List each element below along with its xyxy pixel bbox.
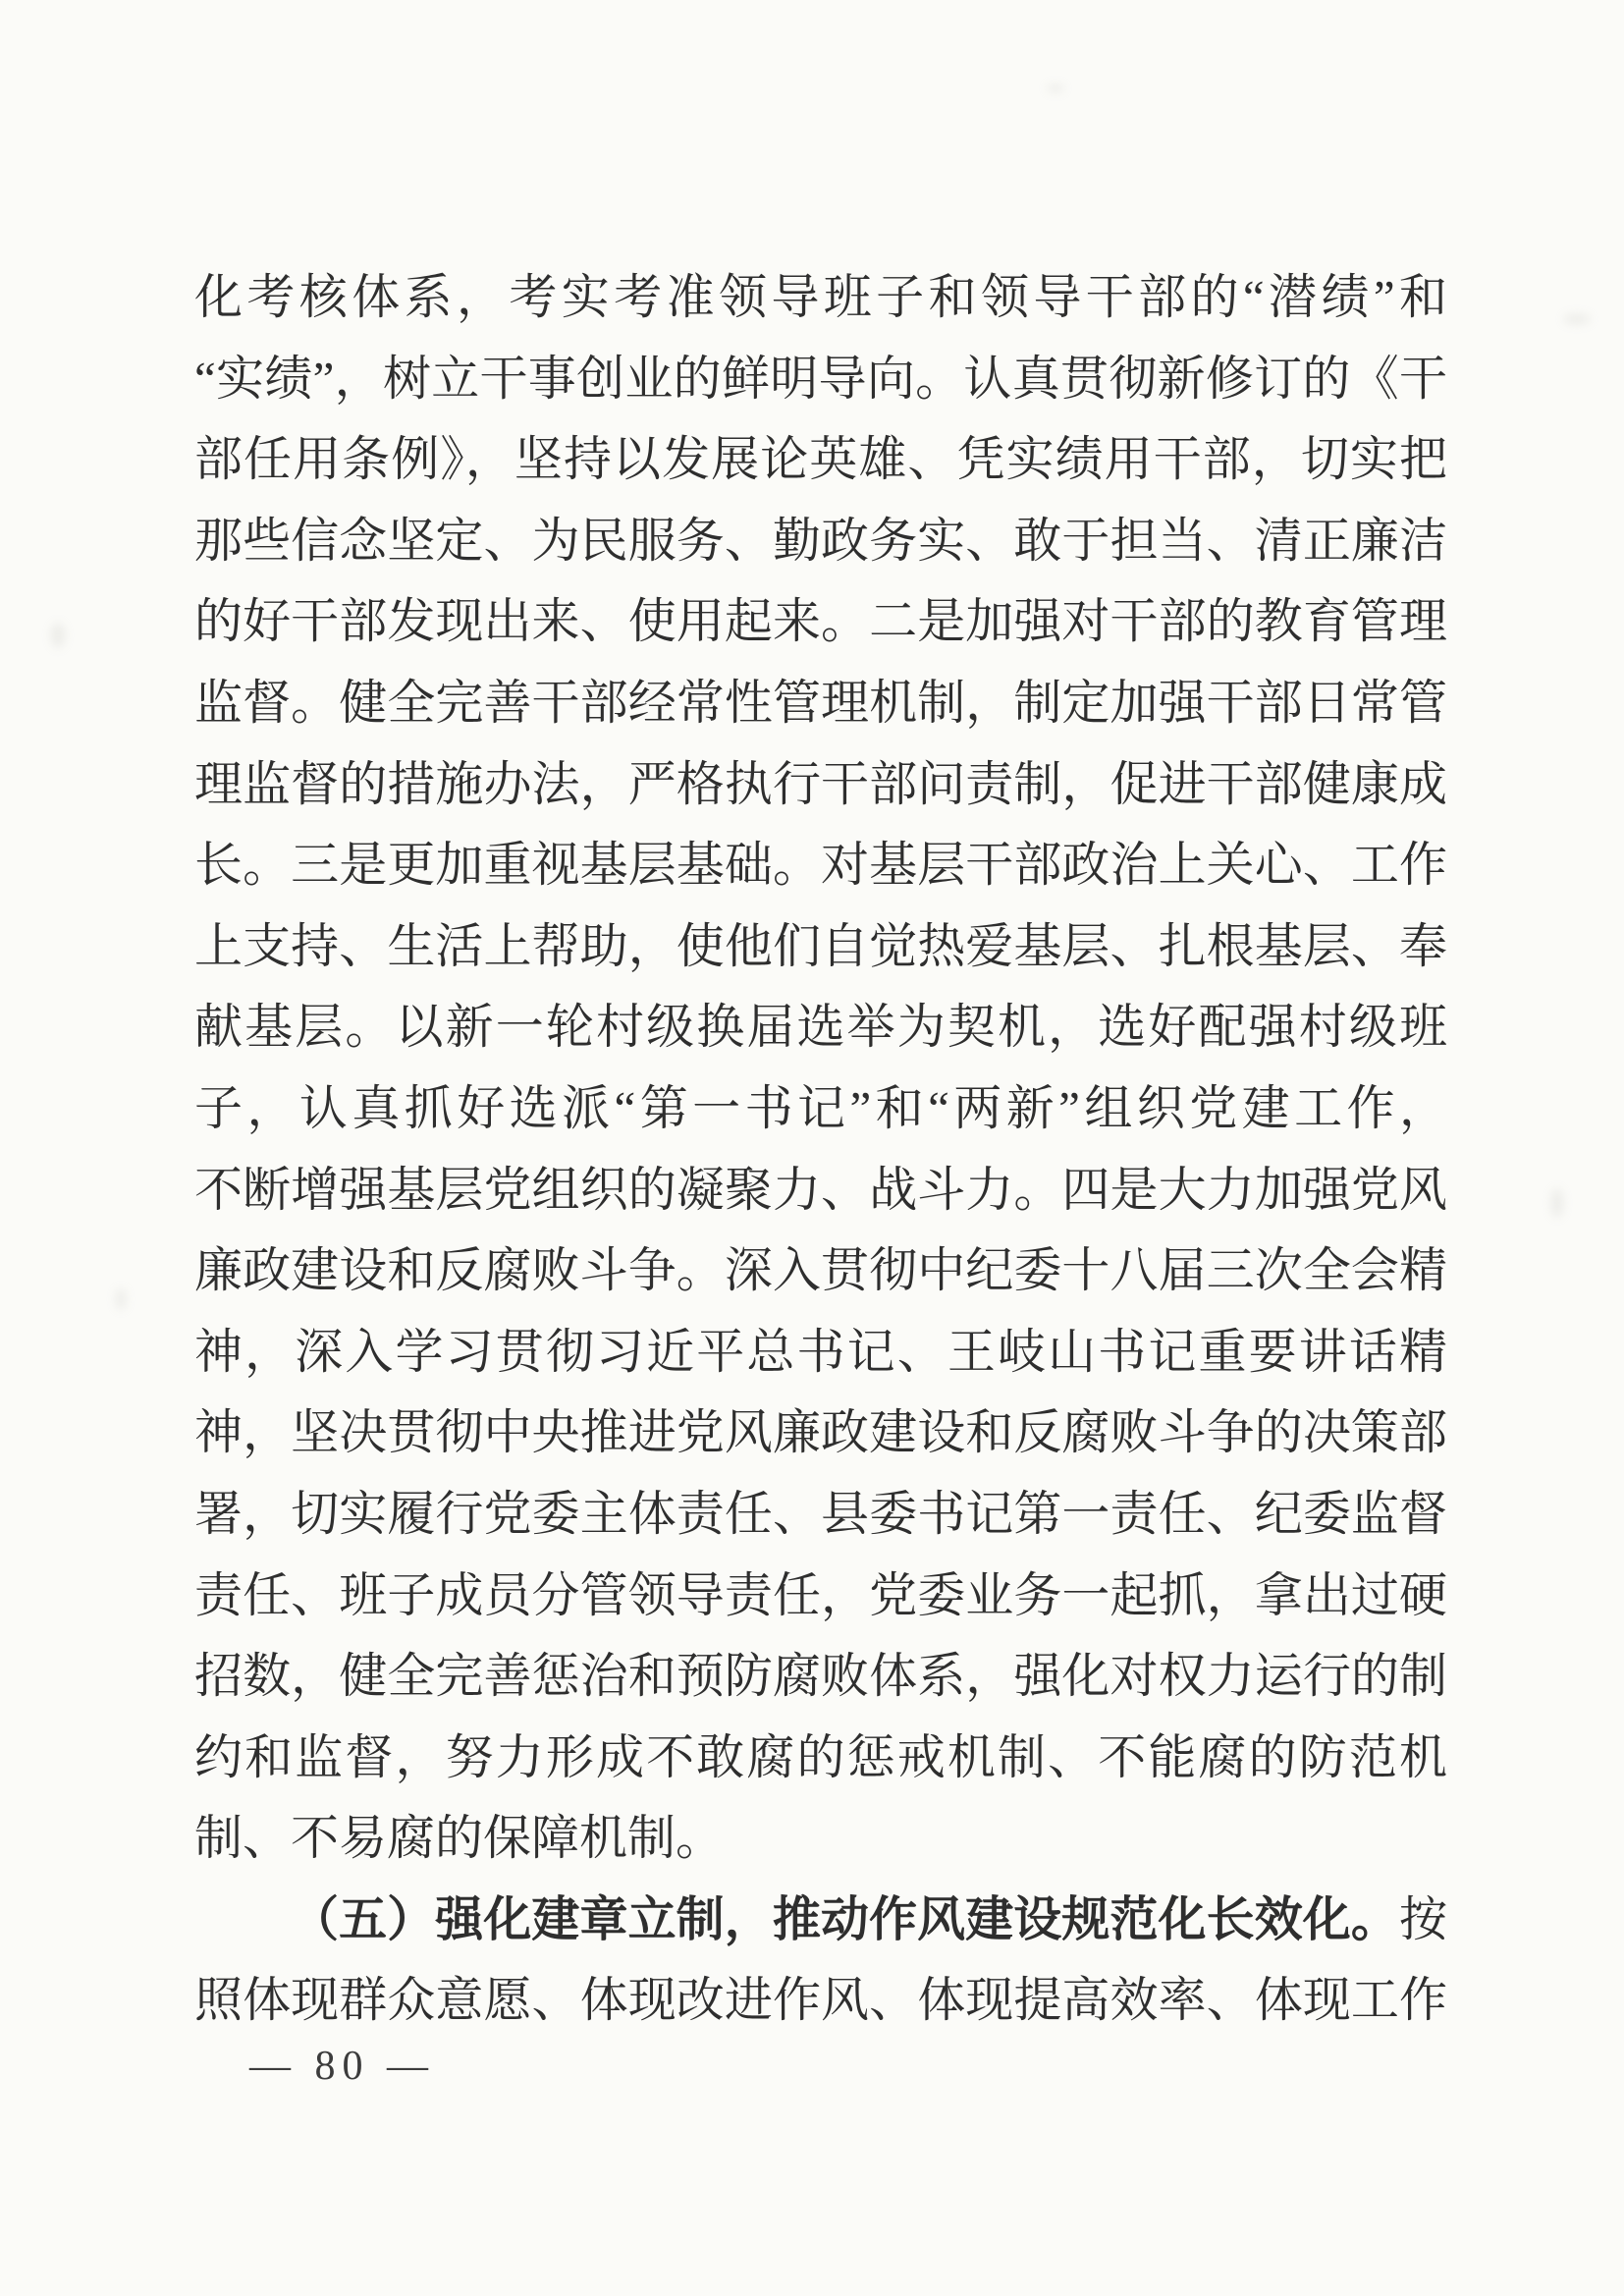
text-line-11: 子，认真抓好选派“第一书记”和“两新”组织党建工作，	[194, 1080, 1447, 1135]
text-line-4: 那些信念坚定、为民服务、勤政务实、敢于担当、清正廉洁	[194, 513, 1447, 568]
scan-artifact	[116, 1288, 126, 1310]
text-line-5: 的好干部发现出来、使用起来。二是加强对干部的教育管理	[194, 594, 1447, 649]
text-line-14: 神，深入学习贯彻习近平总书记、王岐山书记重要讲话精	[194, 1324, 1447, 1379]
text-line-17: 责任、班子成员分管领导责任，党委业务一起抓，拿出过硬	[194, 1567, 1447, 1622]
text-line-1: 化考核体系，考实考准领导班子和领导干部的“潜绩”和	[194, 270, 1447, 324]
text-line-8: 长。三是更加重视基层基础。对基层干部政治上关心、工作	[194, 838, 1447, 893]
scan-artifact	[51, 623, 65, 648]
text-line-21	[194, 1880, 1447, 1961]
text-line-2: “实绩”，树立干事创业的鲜明导向。认真贯彻新修订的《干	[194, 351, 1447, 406]
document-body	[194, 257, 1447, 2042]
page-number: — 80 —	[249, 2044, 435, 2089]
text-line-10: 献基层。以新一轮村级换届选举为契机，选好配强村级班	[194, 1000, 1447, 1055]
scan-artifact	[1047, 84, 1064, 92]
text-line-3: 部任用条例》，坚持以发展论英雄、凭实绩用干部，切实把	[194, 432, 1447, 487]
text-line-18: 招数，健全完善惩治和预防腐败体系，强化对权力运行的制	[194, 1649, 1447, 1704]
scan-artifact	[1563, 314, 1591, 324]
section-heading: （五）强化建章立制，推动作风建设规范化长效化。	[291, 1891, 1399, 1946]
text-line-13: 廉政建设和反腐败斗争。深入贯彻中纪委十八届三次全会精	[194, 1243, 1447, 1298]
section-heading-tail: 按	[1398, 1891, 1447, 1946]
scan-artifact	[1551, 1188, 1563, 1218]
text-line-12: 不断增强基层党组织的凝聚力、战斗力。四是大力加强党风	[194, 1162, 1447, 1217]
text-line-19: 约和监督，努力形成不敢腐的惩戒机制、不能腐的防范机	[194, 1729, 1447, 1784]
text-line-20: 制、不易腐的保障机制。	[194, 1811, 725, 1866]
text-line-16: 署，切实履行党委主体责任、县委书记第一责任、纪委监督	[194, 1486, 1447, 1541]
text-line-6: 监督。健全完善干部经常性管理机制，制定加强干部日常管	[194, 675, 1447, 730]
text-line-15: 神，坚决贯彻中央推进党风廉政建设和反腐败斗争的决策部	[194, 1405, 1447, 1460]
text-line-22: 照体现群众意愿、体现改进作风、体现提高效率、体现工作	[194, 1973, 1447, 2028]
text-line-9: 上支持、生活上帮助，使他们自觉热爱基层、扎根基层、奉	[194, 918, 1447, 973]
text-line-7: 理监督的措施办法，严格执行干部问责制，促进干部健康成	[194, 756, 1447, 811]
